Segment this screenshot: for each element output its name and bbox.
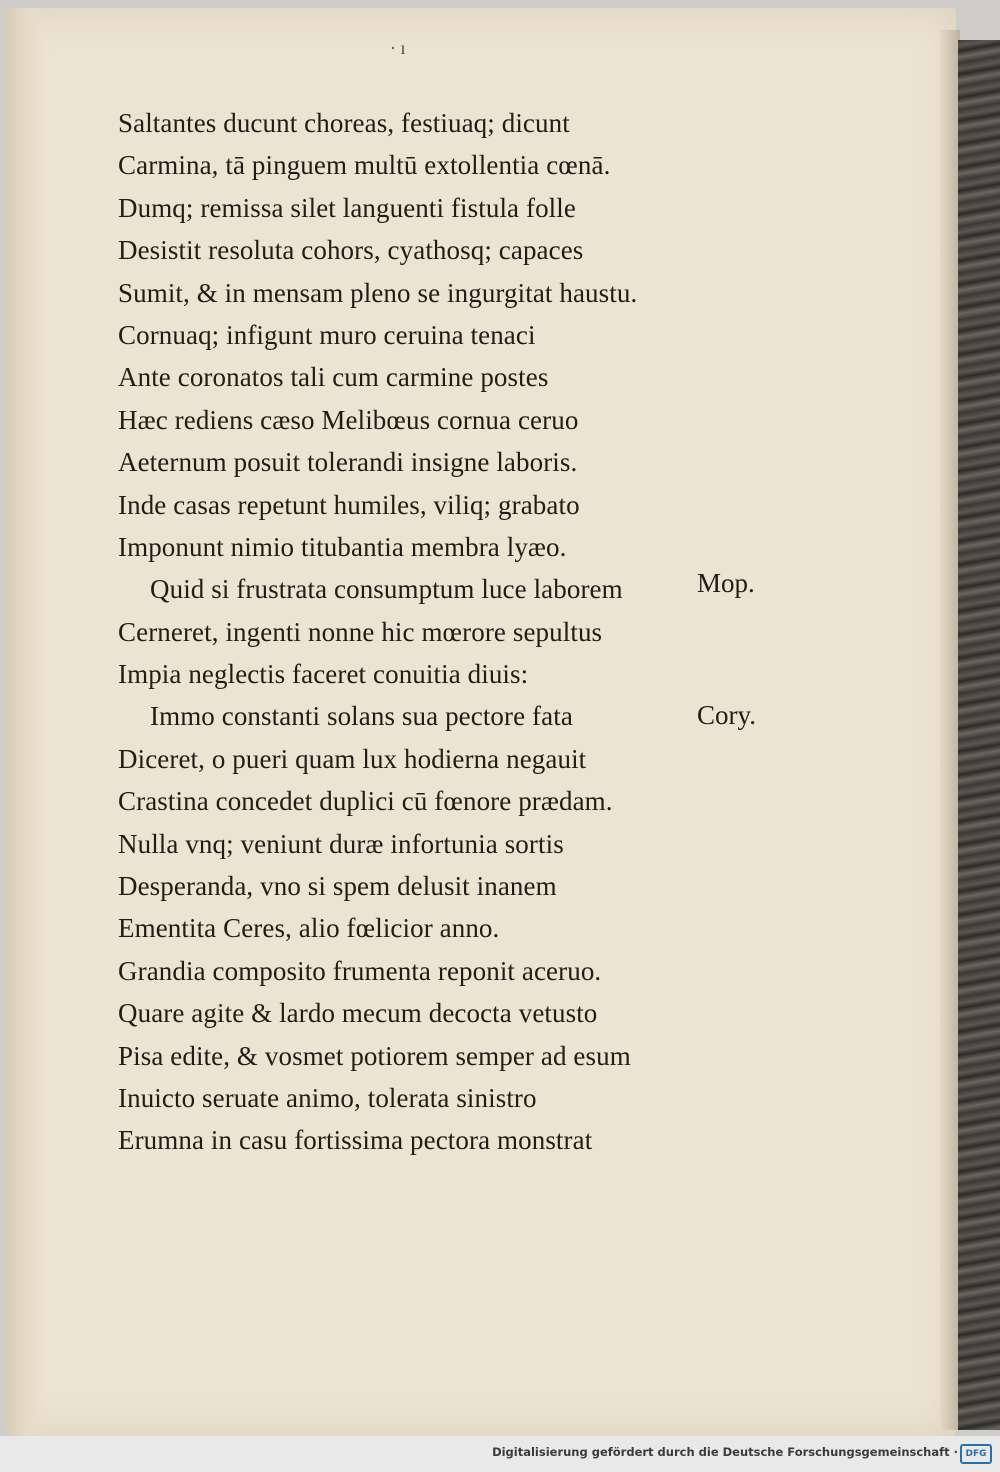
verse-line: Diceret, o pueri quam lux hodierna negauit <box>118 743 587 774</box>
verse-line: Imponunt nimio titubantia membra lyæo. <box>118 531 567 562</box>
verse-line: Desistit resoluta cohors, cyathosq; capaces <box>118 235 584 266</box>
verse-line: Inuicto seruate animo, tolerata sinistro <box>118 1082 537 1113</box>
signature-mark: · ı <box>390 38 406 58</box>
verse-line: Quid si frustrata consumptum luce laborem <box>150 574 623 605</box>
speaker-label-mopsus: Mop. <box>697 568 755 598</box>
verse-line: Cornuaq; infigunt muro ceruina tenaci <box>118 319 536 350</box>
verse-line: Ante coronatos tali cum carmine postes <box>118 362 549 393</box>
verse-line: Inde casas repetunt humiles, viliq; grabato <box>118 489 580 520</box>
page-right-edge <box>940 30 960 1430</box>
verse-line: Immo constanti solans sua pectore fata <box>150 701 573 732</box>
verse-line: Quare agite & lardo mecum decocta vetusto <box>118 998 598 1029</box>
verse-line: Erumna in casu fortissima pectora monstrat <box>118 1125 593 1156</box>
verse-text-block <box>118 102 718 1162</box>
verse-line: Sumit, & in mensam pleno se ingurgitat haustu. <box>118 277 638 308</box>
verse-line: Grandia composito frumenta reponit aceruo. <box>118 955 602 986</box>
verse-line: Desperanda, vno si spem delusit inanem <box>118 871 557 902</box>
verse-line: Carmina, tā pinguem multū extollentia cœnā. <box>118 150 611 181</box>
verse-line: Aeternum posuit tolerandi insigne laboris. <box>118 447 578 478</box>
verse-line: Nulla vnq; veniunt duræ infortunia sortis <box>118 828 564 859</box>
funding-credit: Digitalisierung gefördert durch die Deutsche Forschungsgemeinschaft · <box>492 1445 958 1459</box>
verse-line: Saltantes ducunt choreas, festiuaq; dicunt <box>118 108 570 138</box>
footer-bar <box>0 1436 1000 1472</box>
verse-line: Impia neglectis faceret conuitia diuis: <box>118 659 529 690</box>
verse-line: Hæc rediens cæso Melibœus cornua ceruo <box>118 404 579 435</box>
verse-line: Cerneret, ingenti nonne hic mœrore sepultus <box>118 616 603 647</box>
page-gutter <box>6 8 44 1436</box>
book-cover-edge <box>958 40 1000 1430</box>
verse-line: Ementita Ceres, alio fœlicior anno. <box>118 913 500 944</box>
verse-line: Pisa edite, & vosmet potiorem semper ad esum <box>118 1040 631 1071</box>
speaker-label-corydon: Cory. <box>697 700 756 730</box>
verse-line: Crastina concedet duplici cū fœnore prædam. <box>118 786 613 817</box>
verse-line: Dumq; remissa silet languenti fistula folle <box>118 192 576 223</box>
dfg-logo-icon: DFG <box>960 1444 992 1464</box>
